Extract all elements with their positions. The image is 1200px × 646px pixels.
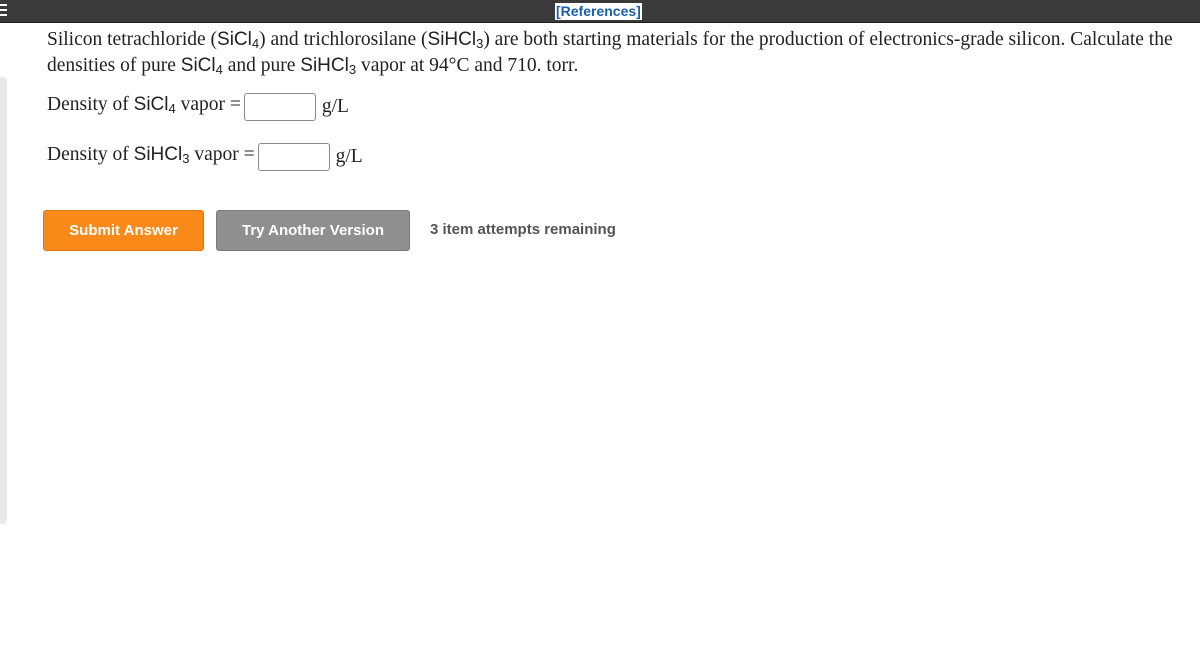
references-link[interactable]: [References] [556,3,641,19]
sihcl3-density-input[interactable] [258,143,330,171]
side-panel-tab[interactable] [0,77,7,524]
sicl4-density-input[interactable] [244,93,316,121]
chem-formula: SiHCl$_3$ [300,55,357,77]
question-text: Silicon tetrachloride (SiCl$_4$) and trichlorosilane (SiHCl$_3$) are both starting materials for the production of electronics-grade silicon. Calculate the densities of pure SiCl$_4$ and pure SiHCl$_3$ vapor at 94°C and 710. torr. [47,29,1173,77]
answer-label: Density of SiHCl$_3$ vapor = [47,144,255,166]
top-bar [0,0,1200,23]
answer-row-sihcl3 [47,143,363,171]
submit-answer-button[interactable]: Submit Answer [43,210,204,251]
menu-icon[interactable] [0,4,7,16]
answer-row-sicl4 [47,93,349,121]
answer-label: Density of SiCl$_4$ vapor = [47,94,241,116]
chem-formula: SiCl$_4$ [217,29,260,51]
attempts-remaining-text: 3 item attempts remaining [430,221,616,238]
chem-formula: SiHCl$_3$ [427,29,484,51]
unit-label: g/L [321,96,349,117]
try-another-version-button[interactable]: Try Another Version [216,210,410,251]
unit-label: g/L [335,146,363,167]
chem-formula: SiCl$_4$ [180,55,223,77]
